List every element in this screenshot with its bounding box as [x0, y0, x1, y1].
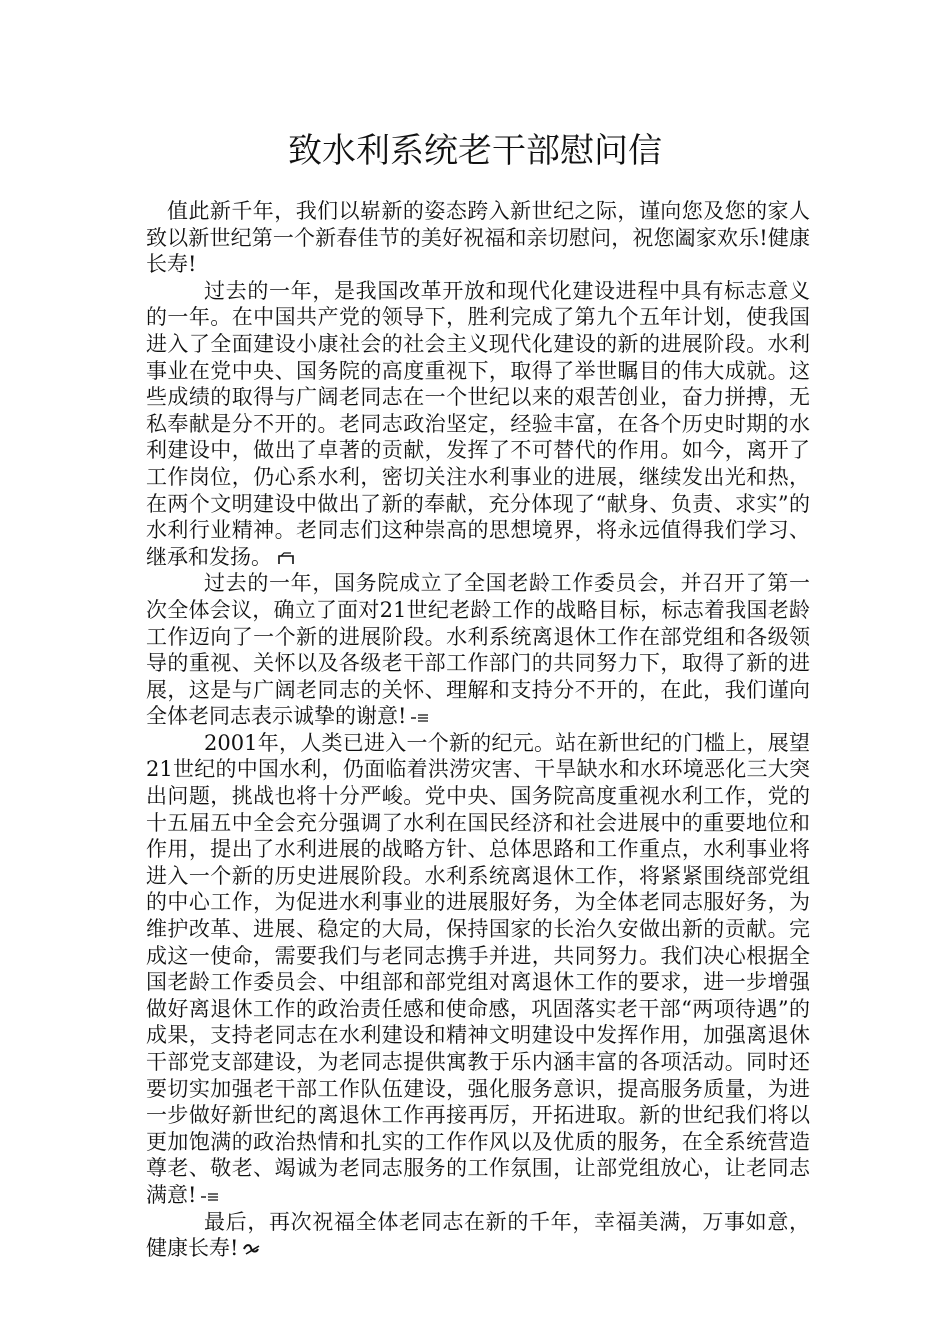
paragraph-aging-committee — [146, 570, 810, 730]
scan-mark-icon — [200, 1188, 220, 1204]
scan-mark-icon — [276, 550, 296, 566]
paragraph-closing-text: 最后，再次祝福全体老同志在新的千年，幸福美满，万事如意，健康长寿! — [146, 1209, 810, 1261]
paragraph-aging-committee-text: 过去的一年，国务院成立了全国老龄工作委员会，并召开了第一次全体会议，确立了面对21世纪老龄工作的战略目标，标志着我国老龄工作迈向了一个新的进展阶段。水利系统离退休工作在部党组和各级领导的重视、关怀以及各级老干部工作部门的共同努力下，取得了新的进展，这是与广阔老同志的关怀、理解和支持分不开的，在此，我们谨向全体老同志表示诚挚的谢意! — [146, 571, 810, 729]
document-body — [146, 198, 810, 1262]
paragraph-past-year-text: 过去的一年，是我国改革开放和现代化建设进程中具有标志意义的一年。在中国共产党的领导下，胜利完成了第九个五年计划，使我国进入了全面建设小康社会的社会主义现代化建设的新的进展阶段。水利事业在党中央、国务院的高度重视下，取得了举世瞩目的伟大成就。这些成绩的取得与广阔老同志在一个世纪以来的艰苦创业，奋力拼搏，无私奉献是分不开的。老同志政治坚定，经验丰富，在各个历史时期的水利建设中，做出了卓著的贡献，发挥了不可替代的作用。如今，离开了工作岗位，仍心系水利，密切关注水利事业的进展，继续发出光和热，在两个文明建设中做出了新的奉献，充分体现了“献身、负责、求实”的水利行业精神。老同志们这种崇高的思想境界，将永远值得我们学习、继承和发扬。 — [146, 278, 810, 569]
paragraph-new-century-text: 2001年，人类已进入一个新的纪元。站在新世纪的门槛上，展望21世纪的中国水利，仍面临着洪涝灾害、干旱缺水和水环境恶化三大突出问题，挑战也将十分严峻。党中央、国务院高度重视水利工作，党的十五届五中全会充分强调了水利在国民经济和社会进展中的重要地位和作用，提出了水利进展的战略方针、总体思路和工作重点，水利事业将进入一个新的历史进展阶段。水利系统离退休工作，将紧紧围绕部党组的中心工作，为促进水利事业的进展服好务，为全体老同志服好务，为维护改革、进展、稳定的大局，保持国家的长治久安做出新的贡献。完成这一使命，需要我们与老同志携手并进，共同努力。我们决心根据全国老龄工作委员会、中组部和部党组对离退休工作的要求，进一步增强做好离退休工作的政治责任感和使命感，巩固落实老干部“两项待遇”的成果，支持老同志在水利建设和精神文明建设中发挥作用，加强离退休干部党支部建设，为老同志提供寓教于乐内涵丰富的各项活动。同时还要切实加强老干部工作队伍建设，强化服务意识，提高服务质量，为进一步做好新世纪的离退休工作再接再厉，开拓进取。新的世纪我们将以更加饱满的政治热情和扎实的工作作风以及优质的服务，在全系统营造尊老、敬老、竭诚为老同志服务的工作氛围，让部党组放心，让老同志满意! — [146, 730, 810, 1207]
document-title: 致水利系统老干部慰问信 — [288, 131, 662, 171]
paragraph-greeting-text: 值此新千年，我们以崭新的姿态跨入新世纪之际，谨向您及您的家人致以新世纪第一个新春佳节的美好祝福和亲切慰问，祝您阖家欢乐!健康长寿! — [146, 199, 810, 277]
scan-mark-icon — [410, 709, 430, 725]
paragraph-greeting — [146, 198, 810, 278]
paragraph-new-century — [146, 730, 810, 1209]
scan-mark-icon — [242, 1241, 262, 1257]
paragraph-past-year — [146, 278, 810, 571]
paragraph-closing — [146, 1209, 810, 1262]
